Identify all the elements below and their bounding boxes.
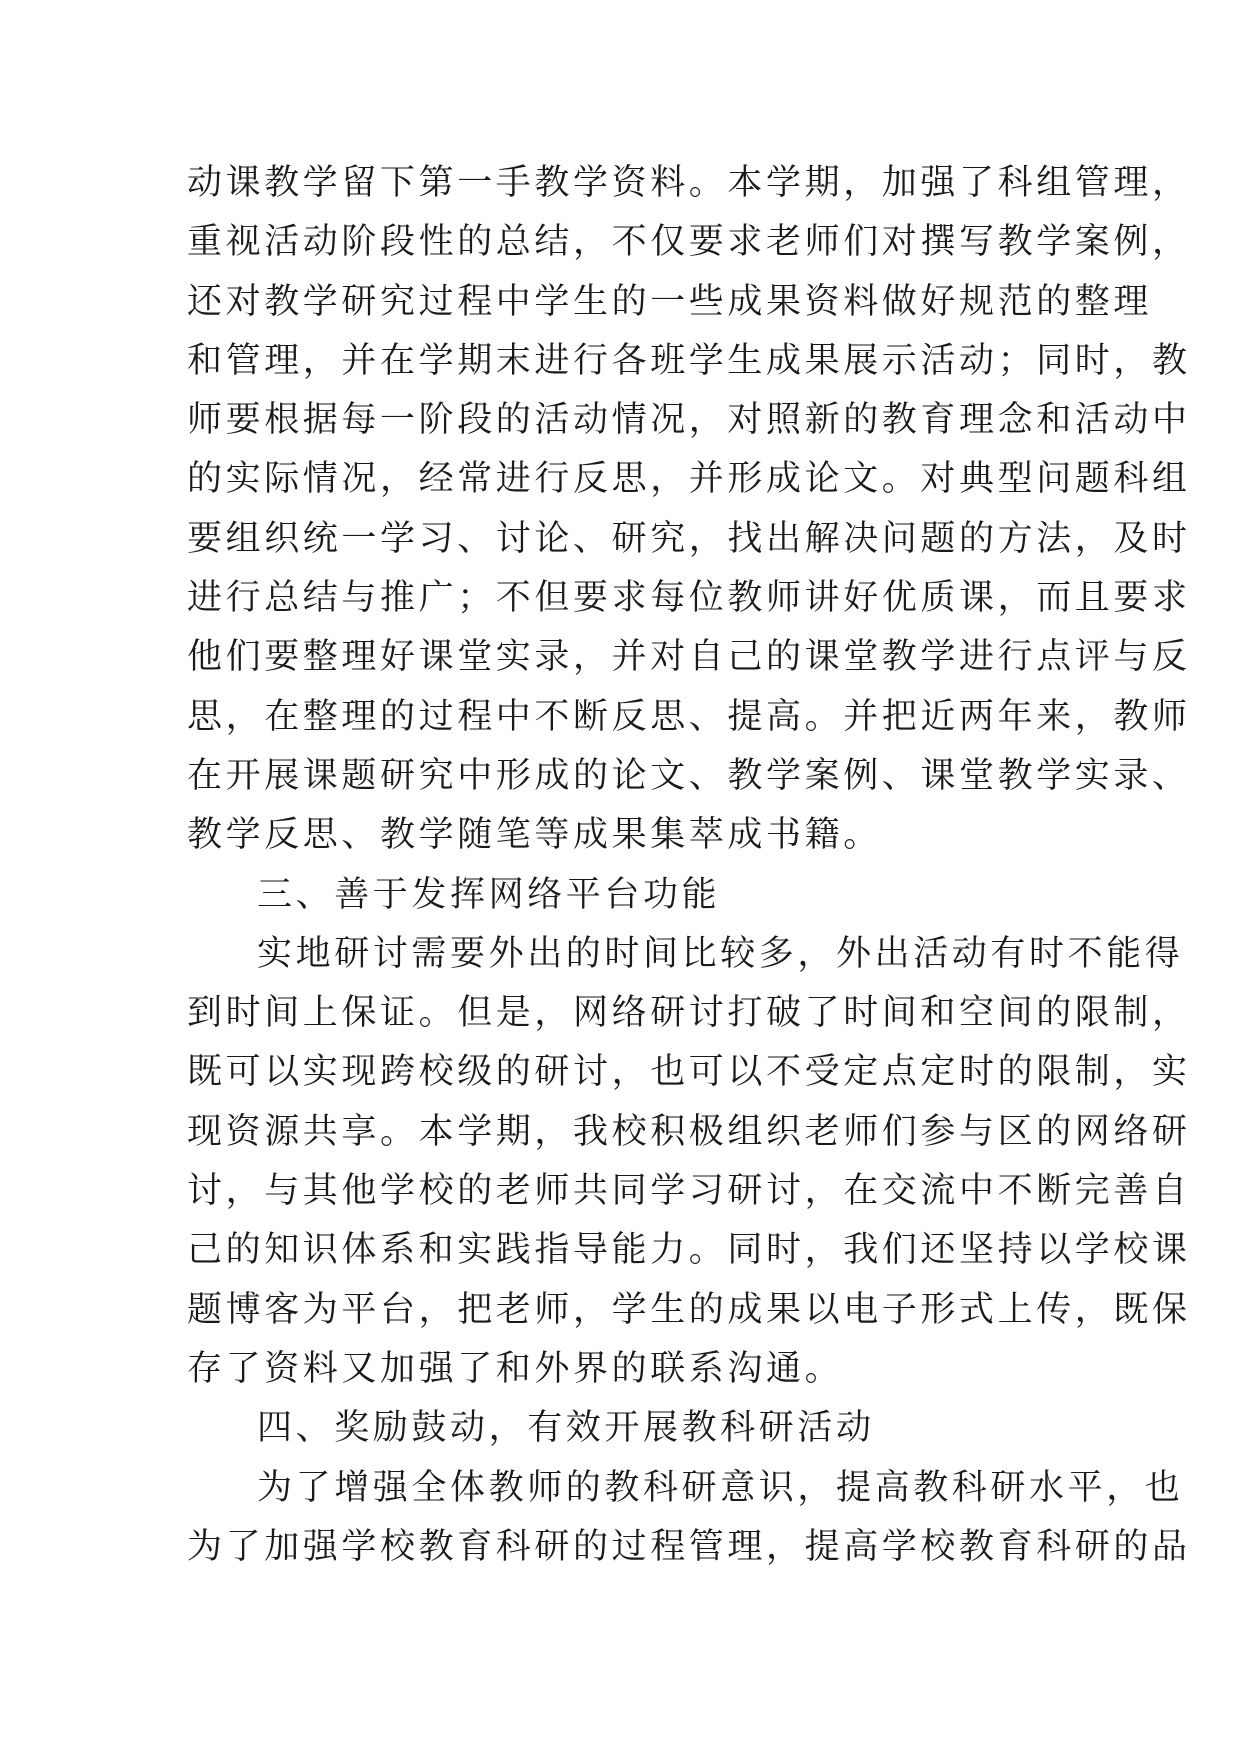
text-line: 讨，与其他学校的老师共同学习研讨，在交流中不断完善自 [187,1171,1191,1212]
text-line: 既可以实现跨校级的研讨，也可以不受定点定时的限制，实 [187,1052,1191,1093]
text-line: 己的知识体系和实践指导能力。同时，我们还坚持以学校课 [187,1230,1191,1271]
text-line: 三、善于发挥网络平台功能 [257,874,721,915]
text-line: 他们要整理好课堂实录，并对自己的课堂教学进行点评与反 [187,637,1191,678]
text-line: 为了增强全体教师的教科研意识，提高教科研水平，也 [257,1467,1184,1508]
text-line: 在开展课题研究中形成的论文、教学案例、课堂教学实录、 [187,755,1191,796]
text-line: 和管理，并在学期末进行各班学生成果展示活动；同时，教 [187,340,1191,381]
text-line: 要组织统一学习、讨论、研究，找出解决问题的方法，及时 [187,518,1191,559]
text-line: 的实际情况，经常进行反思，并形成论文。对典型问题科组 [187,459,1191,500]
text-line: 思，在整理的过程中不断反思、提高。并把近两年来，教师 [187,696,1191,737]
document-body [187,154,1191,1577]
text-line: 动课教学留下第一手教学资料。本学期，加强了科组管理， [187,163,1191,203]
text-line: 进行总结与推广；不但要求每位教师讲好优质课，而且要求 [187,578,1191,619]
text-line: 为了加强学校教育科研的过程管理，提高学校教育科研的品 [187,1526,1191,1567]
text-line: 还对教学研究过程中学生的一些成果资料做好规范的整理 [187,281,1153,322]
text-line: 重视活动阶段性的总结，不仅要求老师们对撰写教学案例， [187,222,1191,263]
text-line: 师要根据每一阶段的活动情况，对照新的教育理念和活动中 [187,400,1191,441]
text-line: 题博客为平台，把老师，学生的成果以电子形式上传，既保 [187,1289,1191,1330]
text-line: 四、奖励鼓动，有效开展教科研活动 [257,1408,875,1449]
text-line: 到时间上保证。但是，网络研讨打破了时间和空间的限制， [187,993,1191,1034]
text-line: 现资源共享。本学期，我校积极组织老师们参与区的网络研 [187,1111,1191,1152]
text-line: 教学反思、教学随笔等成果集萃成书籍。 [187,815,882,856]
text-line: 实地研讨需要外出的时间比较多，外出活动有时不能得 [257,933,1184,974]
text-line: 存了资料又加强了和外界的联系沟通。 [187,1348,844,1389]
